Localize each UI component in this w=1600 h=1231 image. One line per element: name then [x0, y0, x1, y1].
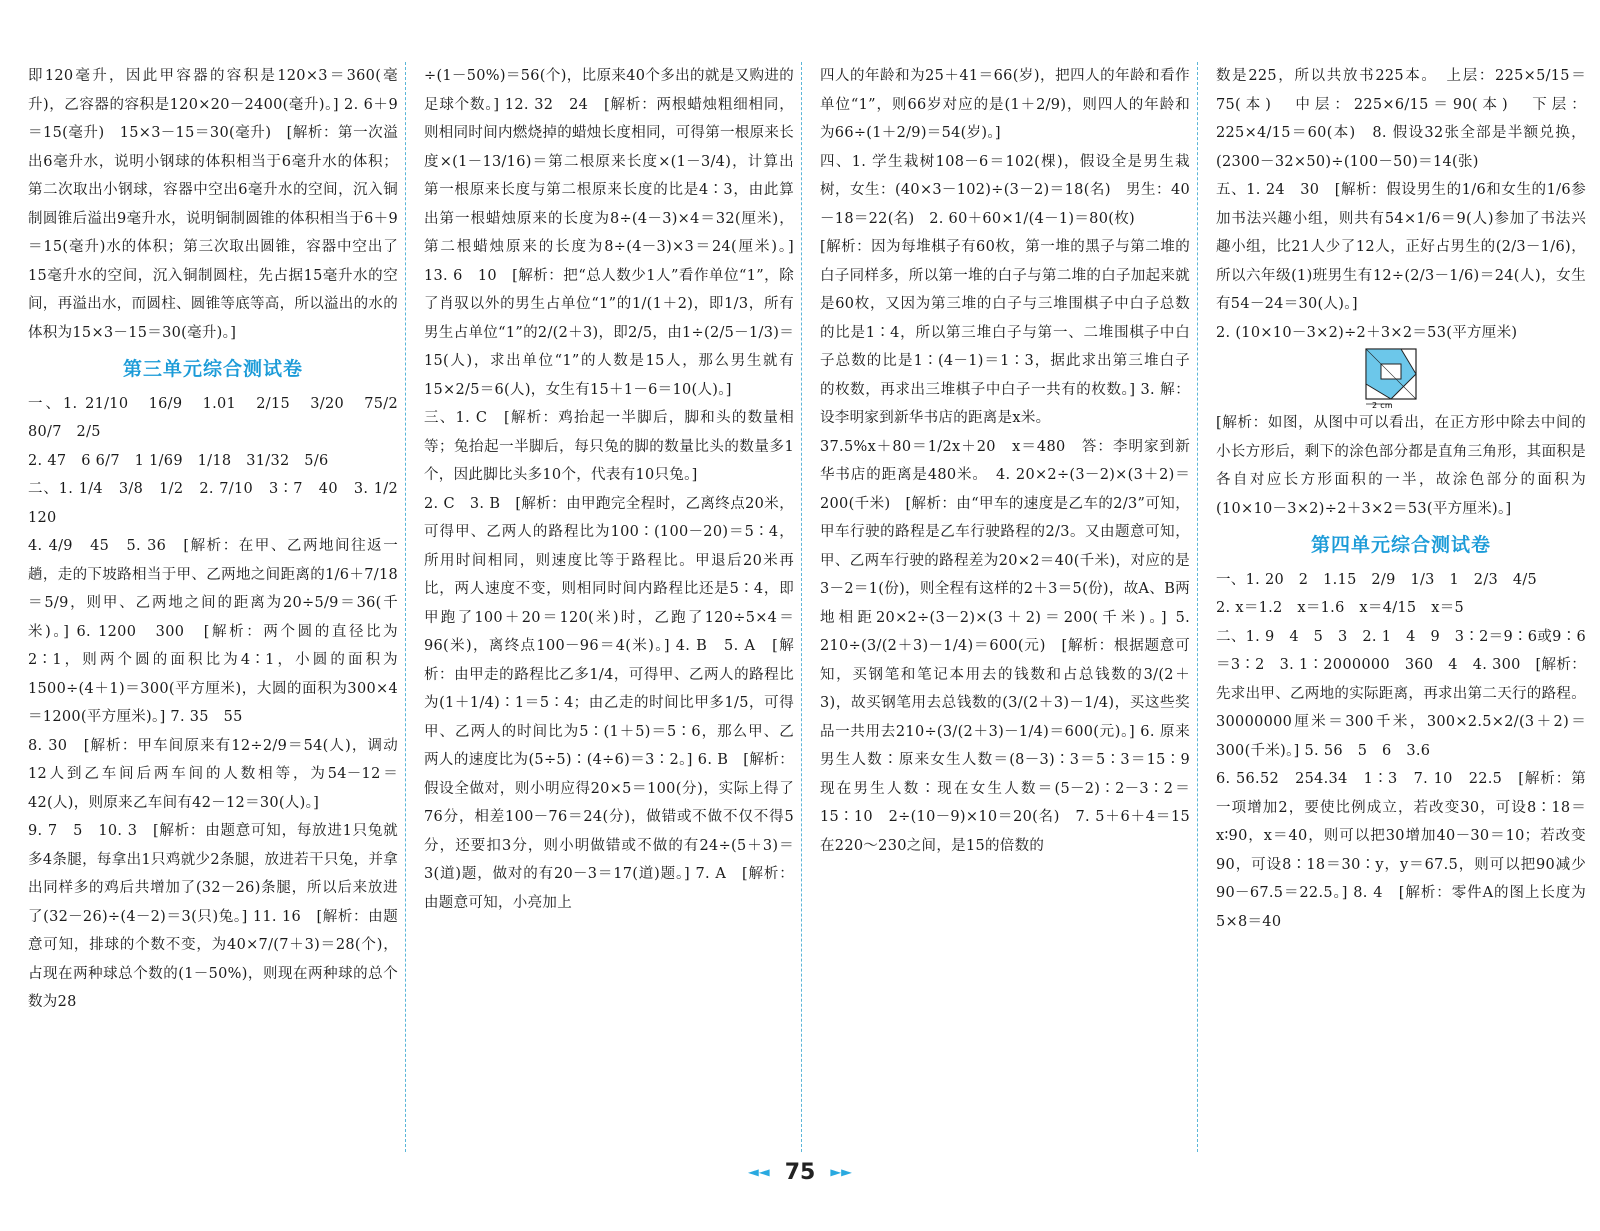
answer-block: [解析：如图，从图中可以看出，在正方形中除去中间的小长方形后，剩下的涂色部分都是直角三角形，其面积是各自对应长方形面积的一半，故涂色部分的面积为(10×10－3×2)÷2＋3×2＝53(平方厘米)。]	[1216, 415, 1586, 517]
section-title-unit-4: 第四单元综合测试卷	[1310, 534, 1491, 556]
answer-block: 8. 30 [解析：甲车间原来有12÷2/9＝54(人)，调动12人到乙车间后两车间的人数相等，为54－12＝42(人)，则原来乙车间有42－12＝30(人)。]	[28, 737, 398, 811]
answer-block: ÷(1－50%)＝56(个)，比原来40个多出的就是又购进的足球个数。] 12. 32 24 [解析：两根蜡烛粗细相同，则相同时间内燃烧掉的蜡烛长度相同，可得第一根原来长度×(1－13/16)＝第二根原来长度×(1－3/4)，计算出第一根原来长度与第二根原来长度的比是4∶3，由此算出第一根蜡烛原来的长度为8÷(4－3)×4＝32(厘米)，第二根蜡烛原来的长度为8÷(4－3)×3＝24(厘米)。] 13. 6 10 [解析：把“总人数少1人”看作单位“1”，除了肖驭以外的男生占单位“1”的1/(1＋2)，即1/3，所有男生占单位“1”的2/(2＋3)，即2/5，由1÷(2/5－1/3)＝15(人)，求出单位“1”的人数是15人，那么男生就有15×2/5＝6(人)，女生有15＋1－6＝10(人)。]	[424, 68, 794, 398]
answer-block: 一、1. 20 2 1.15 2/9 1/3 1 2/3 4/5	[1216, 571, 1538, 588]
column-3	[820, 62, 1205, 1162]
answer-block: 2. C 3. B [解析：由甲跑完全程时，乙离终点20米，可得甲、乙两人的路程比为100∶(100－20)＝5∶4，所用时间相同，则速度比等于路程比。甲退后20米再比，两人速度不变，则相同时间内路程比还是5∶4，即甲跑了100＋20＝120(米)时，乙跑了120÷5×4＝96(米)，离终点100－96＝4(米)。] 4. B 5. A [解析：由甲走的路程比乙多1/4，可得甲、乙两人的路程比为(1＋1/4)∶1＝5∶4；由乙走的时间比甲多1/5，可得甲、乙两人的时间比为5∶(1＋5)＝5∶6，那么甲、乙两人的速度比为(5÷5)∶(4÷6)＝3∶2。] 6. B [解析：假设全做对，则小明应得20×5＝100(分)，实际上得了76分，相差100－76＝24(分)，做错或不做不仅不得5分，还要扣3分，则小明做错或不做的有24÷(5＋3)＝3(道)题，做对的有20－3＝17(道)题。] 7. A [解析：由题意可知，小亮加上	[424, 495, 794, 911]
answer-block: 2. 47 6 6/7 1 1/69 1/18 31/32 5/6	[28, 452, 329, 469]
answer-block: 4. 4/9 45 5. 36 [解析：在甲、乙两地间往返一趟，走的下坡路相当于甲、乙两地之间距离的1/6＋7/18＝5/9，则甲、乙两地之间的距离为20÷5/9＝36(千米)。] 6. 1200 300 [解析：两个圆的直径比为2∶1，则两个圆的面积比为4∶1，小圆的面积为1500÷(4＋1)＝300(平方厘米)，大圆的面积为300×4＝1200(平方厘米)。] 7. 35 55	[28, 538, 398, 725]
column-4	[1216, 62, 1586, 1162]
answer-block: 五、1. 24 30 [解析：假设男生的1/6和女生的1/6参加书法兴趣小组，则共有54×1/6＝9(人)参加了书法兴趣小组，比21人少了12人，正好占男生的(2/3－1/6)，所以六年级(1)班男生有12÷(2/3－1/6)＝24(人)，女生有54－24＝30(人)。]	[1216, 182, 1586, 312]
answer-block: [解析：因为每堆棋子有60枚，第一堆的黑子与第二堆的白子同样多，所以第一堆的白子与第二堆的白子加起来就是60枚，又因为第三堆的白子与三堆围棋子中白子总数的比是1∶4，所以第三堆白子与第一、二堆围棋子中白子总数的比是1∶(4－1)＝1∶3，据此求出第三堆白子的枚数，再求出三堆棋子中白子一共有的枚数。] 3. 解：设李明家到新华书店的距离是x米。	[820, 239, 1190, 426]
answer-block: 9. 7 5 10. 3 [解析：由题意可知，每放进1只兔就多4条腿，每拿出1只鸡就少2条腿，放进若干只兔，并拿出同样多的鸡后共增加了(32－26)条腿，所以后来放进了(32－26)÷(4－2)＝3(只)兔。] 11. 16 [解析：由题意可知，排球的个数不变，为40×7/(7＋3)＝28(个)，占现在两种球总个数的(1－50%)，则现在两种球的总个数为28	[28, 823, 398, 1010]
page-number: 75	[784, 1160, 816, 1185]
column-divider	[801, 62, 802, 1152]
answer-block: 37.5%x＋80＝1/2x＋20 x＝480 答：李明家到新华书店的距离是480米。 4. 20×2÷(3－2)×(3＋2)＝200(千米) [解析：由“甲车的速度是乙车的2/3”可知，甲车行驶的路程是乙车行驶路程的2/3。又由题意可知，甲、乙两车行驶的路程差为20×2＝40(千米)，对应的是3－2＝1(份)，则全程有这样的2＋3＝5(份)，故A、B两地相距20×2÷(3－2)×(3＋2)＝200(千米)。] 5. 210÷(3/(2＋3)－1/4)＝600(元) [解析：根据题意可知，买钢笔和笔记本用去的钱数和占总钱数的3/(2＋3)，故买钢笔用去总钱数的(3/(2＋3)－1/4)，买这些奖品一共用去210÷(3/(2＋3)－1/4)＝600(元)。] 6. 原来男生人数∶原来女生人数＝(8－3)∶3＝5∶3＝15∶9 现在男生人数∶现在女生人数＝(5－2)∶2－3∶2＝15∶10 2÷(10－9)×10＝20(名) 7. 5＋6＋4＝15 在220～230之间，是15的倍数的	[820, 438, 1205, 854]
next-arrow-icon: ►►	[830, 1164, 852, 1181]
answer-block: 二、1. 1/4 3/8 1/2 2. 7/10 3∶7 40 3. 1/2 120	[28, 481, 413, 526]
page-footer	[0, 1160, 1600, 1185]
answer-block: 三、1. C [解析：鸡抬起一半脚后，脚和头的数量相等；兔抬起一半脚后，每只兔的脚的数量比头的数量多1个，因此脚比头多10个，代表有10只兔。]	[424, 410, 794, 483]
answer-block: 2. x＝1.2 x＝1.6 x＝4/15 x＝5	[1216, 600, 1465, 616]
answer-block: 2. (10×10－3×2)÷2＋3×2＝53(平方厘米)	[1216, 324, 1518, 341]
answer-block: 四人的年龄和为25＋41＝66(岁)，把四人的年龄和看作单位“1”，则66岁对应的是(1＋2/9)，则四人的年龄和为66÷(1＋2/9)＝54(岁)。]	[820, 68, 1190, 141]
column-1	[28, 62, 413, 1162]
section-title-unit-3: 第三单元综合测试卷	[122, 358, 303, 380]
answer-block: 一、1. 21/10 16/9 1.01 2/15 3/20 75/2 80/7 2/5	[28, 395, 413, 440]
column-divider	[405, 62, 406, 1152]
column-2	[424, 62, 794, 1162]
column-divider	[1197, 62, 1198, 1152]
square-shaded-figure	[1346, 347, 1456, 409]
answer-block: 二、1. 9 4 5 3 2. 1 4 9 3∶2＝9∶6或9∶6＝3∶2 3. 1∶2000000 360 4 4. 300 [解析：先求出甲、乙两地的实际距离，再求出第二天行的路程。30000000厘米＝300千米，300×2.5×2/(3＋2)＝300(千米)。] 5. 56 5 6 3.6	[1216, 628, 1586, 759]
answer-block: 即120毫升，因此甲容器的容积是120×3＝360(毫升)，乙容器的容积是120×20－2400(毫升)。] 2. 6＋9＝15(毫升) 15×3－15＝30(毫升) [解析：第一次溢出6毫升水，说明小钢球的体积相当于6毫升水的体积；第二次取出小钢球，容器中空出6毫升水的空间，沉入铜制圆锥后溢出9毫升水，说明铜制圆锥的体积相当于6＋9＝15(毫升)水的体积；第三次取出圆锥，容器中空出了15毫升水的空间，沉入铜制圆柱，先占据15毫升水的空间，再溢出水，而圆柱、圆锥等底等高，所以溢出的水的体积为15×3－15＝30(毫升)。]	[28, 68, 398, 341]
geometry-figure	[1216, 347, 1586, 409]
answer-block: 6. 56.52 254.34 1∶3 7. 10 22.5 [解析：第一项增加2，要使比例成立，若改变30，可设8∶18＝x∶90，x＝40，则可以把30增加40－30＝10；若改变90，可设8∶18＝30∶y，y＝67.5，则可以把90减少90－67.5＝22.5。] 8. 4 [解析：零件A的图上长度为5×8＝40	[1216, 771, 1586, 930]
answer-block: 四、1. 学生栽树108－6＝102(棵)，假设全是男生栽树，女生：(40×3－102)÷(3－2)＝18(名) 男生：40－18＝22(名) 2. 60＋60×1/(4－1)＝80(枚)	[820, 153, 1190, 227]
prev-arrow-icon: ◄◄	[748, 1164, 770, 1181]
answer-block: 数是225，所以共放书225本。 上层：225×5/15＝75(本) 中层：225×6/15＝90(本) 下层：225×4/15＝60(本) 8. 假设32张全部是半额兑换，(2300－32×50)÷(100－50)＝14(张)	[1216, 68, 1586, 170]
figure-label: 2 cm	[1372, 401, 1394, 410]
